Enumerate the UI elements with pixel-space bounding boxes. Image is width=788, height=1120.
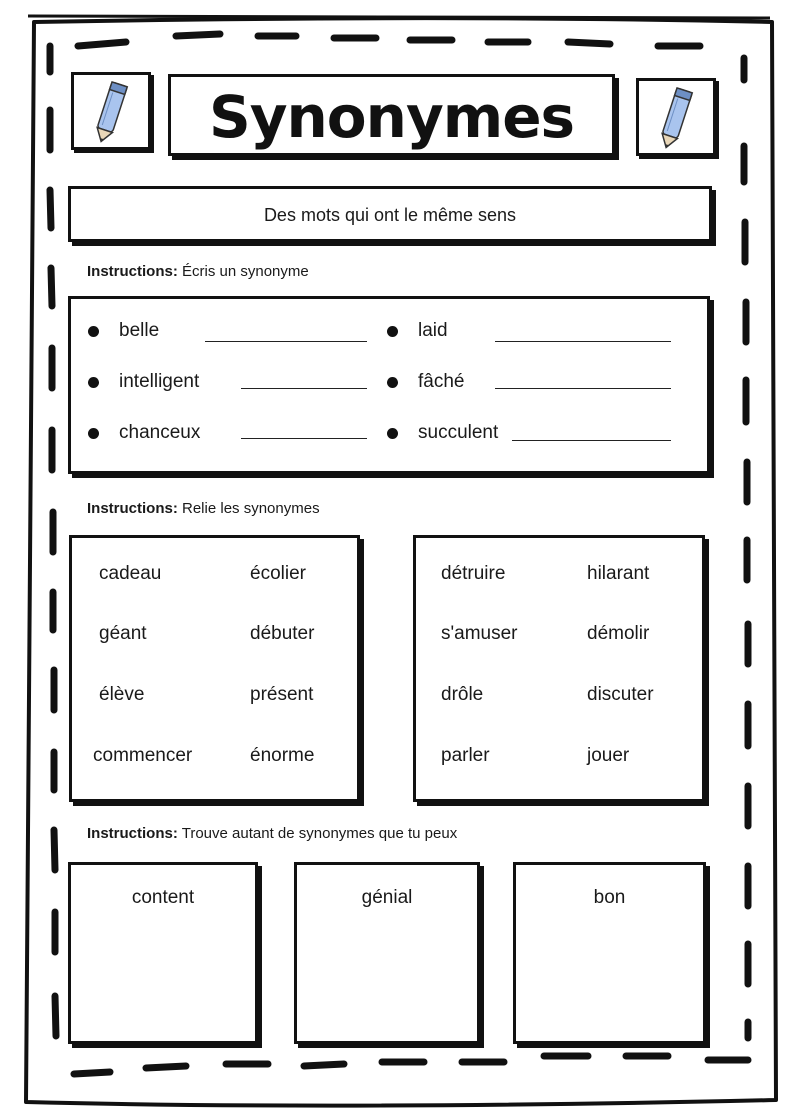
bullet-icon [88, 428, 99, 439]
match-word[interactable]: jouer [587, 745, 630, 766]
answer-line[interactable] [495, 341, 671, 342]
match-word[interactable]: discuter [587, 684, 654, 705]
match-word[interactable]: commencer [93, 745, 193, 766]
answer-line[interactable] [241, 388, 367, 389]
synonym-box-genial[interactable] [294, 862, 480, 1044]
instructions-text: Relie les synonymes [177, 500, 320, 517]
pencil-icon [74, 75, 148, 147]
match-word[interactable]: géant [99, 623, 147, 644]
box-label: génial [361, 887, 413, 908]
match-word[interactable]: drôle [441, 684, 484, 705]
word: belle [119, 320, 160, 341]
synonym-box-content[interactable] [68, 862, 258, 1044]
instructions-label: Instructions: [87, 825, 178, 842]
box-label: content [131, 887, 195, 908]
page-title: Synonymes [208, 83, 575, 151]
bullet-icon [387, 428, 398, 439]
match-word[interactable]: élève [99, 684, 145, 705]
instructions-text: Écris un synonyme [177, 263, 309, 280]
list-item [387, 371, 464, 393]
bullet-icon [387, 326, 398, 337]
match-word[interactable]: débuter [250, 623, 315, 644]
subtitle-box [68, 186, 712, 242]
match-word[interactable]: parler [441, 745, 490, 766]
list-item [88, 371, 199, 393]
synonym-box-bon[interactable] [513, 862, 706, 1044]
match-word[interactable]: cadeau [99, 563, 162, 584]
word: chanceux [119, 422, 201, 443]
instructions-2 [87, 500, 320, 517]
list-item [88, 320, 159, 342]
answer-line[interactable] [495, 388, 671, 389]
match-word[interactable]: hilarant [587, 563, 650, 584]
pencil-box-right [636, 78, 716, 156]
instructions-label: Instructions: [87, 500, 178, 517]
match-word[interactable]: détruire [441, 563, 506, 584]
word: fâché [418, 371, 465, 392]
match-word[interactable]: démolir [587, 623, 650, 644]
title-box [168, 74, 615, 156]
list-item [387, 320, 448, 342]
instructions-label: Instructions: [87, 263, 178, 280]
answer-line[interactable] [512, 440, 671, 441]
word: laid [418, 320, 448, 341]
list-item [88, 422, 200, 444]
match-word[interactable]: énorme [250, 745, 315, 766]
answer-line[interactable] [205, 341, 367, 342]
word: intelligent [119, 371, 200, 392]
list-item [387, 422, 498, 444]
instructions-1 [87, 263, 309, 280]
bullet-icon [88, 377, 99, 388]
match-word[interactable]: présent [250, 684, 314, 705]
box-label: bon [593, 887, 626, 908]
bullet-icon [387, 377, 398, 388]
bullet-icon [88, 326, 99, 337]
pencil-icon [639, 81, 713, 153]
pencil-box-left [71, 72, 151, 150]
instructions-3 [87, 825, 457, 842]
answer-line[interactable] [241, 438, 367, 439]
page-subtitle: Des mots qui ont le même sens [263, 205, 517, 225]
match-word[interactable]: écolier [250, 563, 306, 584]
match-word[interactable]: s'amuser [441, 623, 518, 644]
word: succulent [418, 422, 499, 443]
instructions-text: Trouve autant de synonymes que tu peux [177, 825, 458, 842]
